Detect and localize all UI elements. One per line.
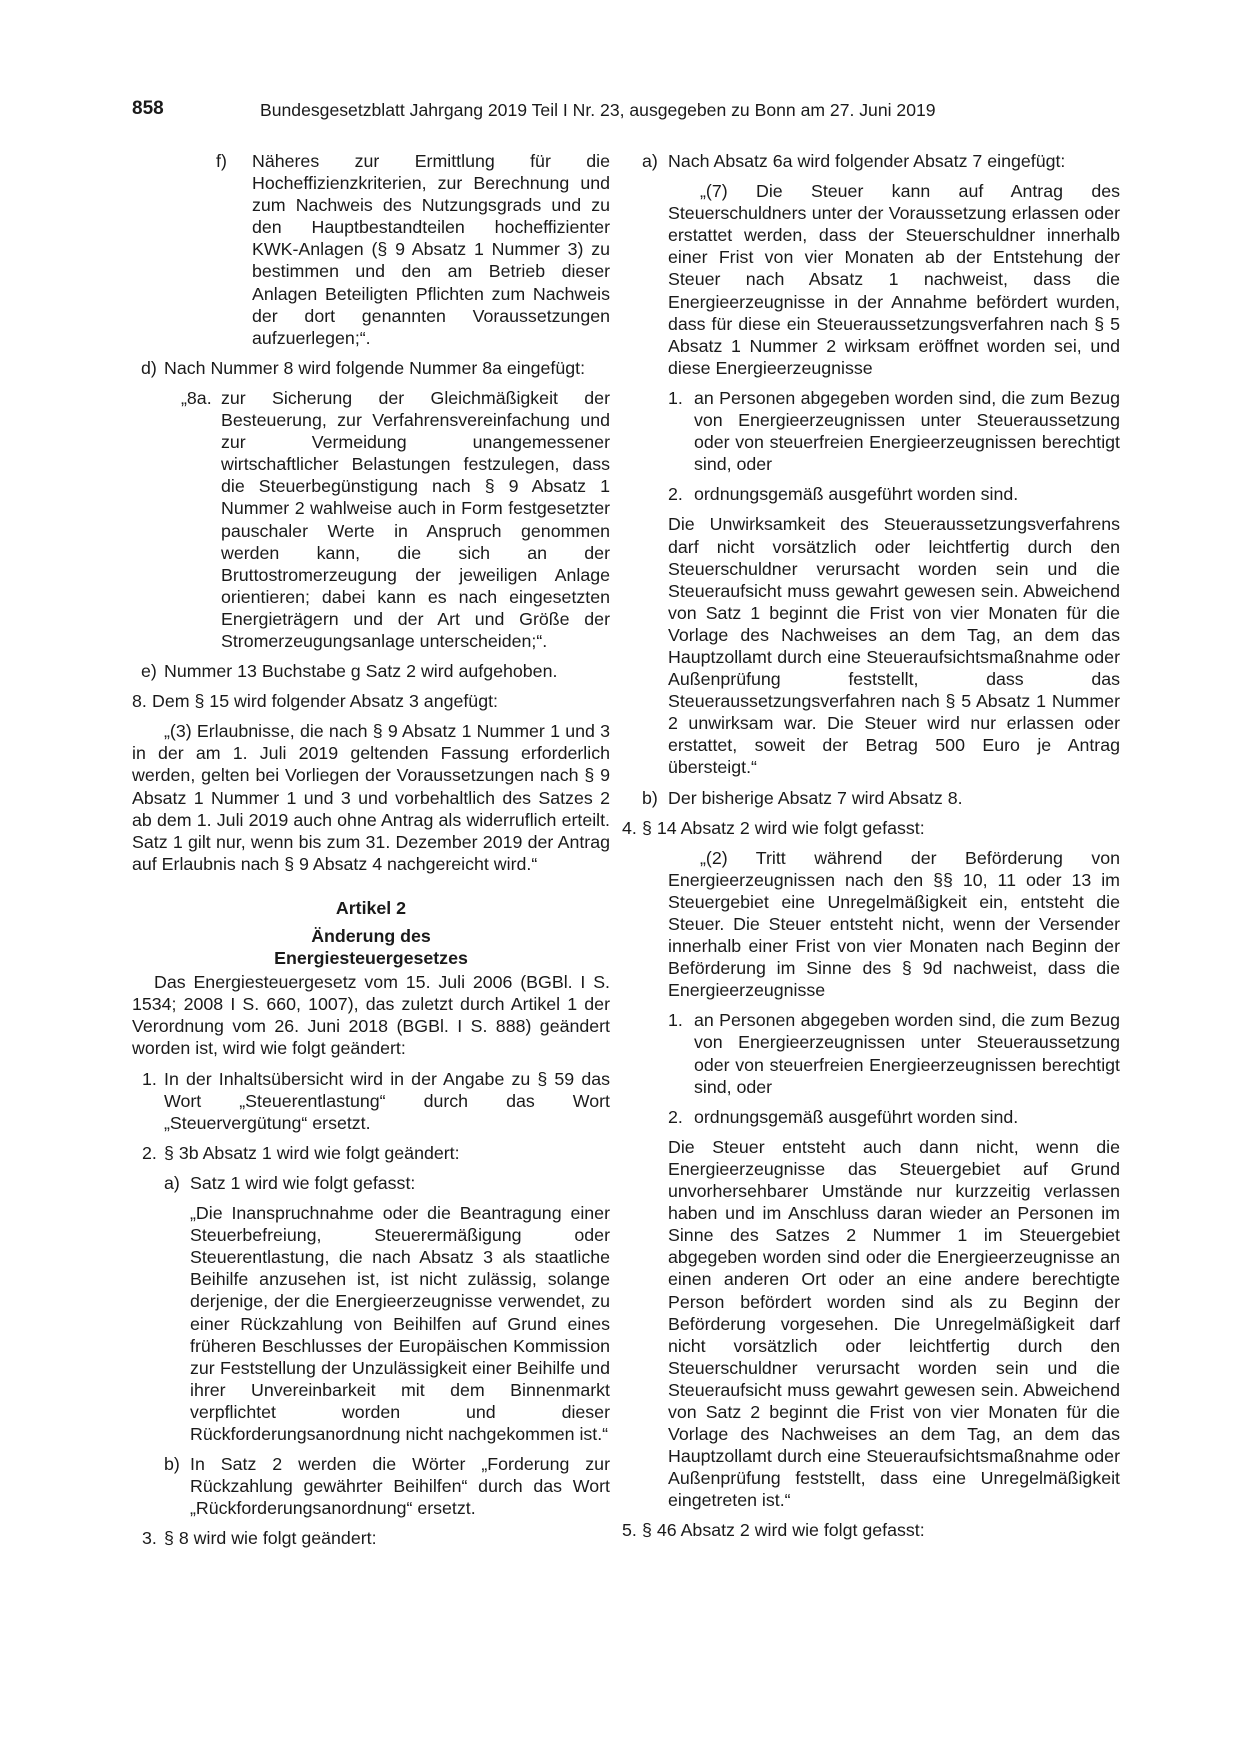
item-text: § 3b Absatz 1 wird wie folgt geändert:	[164, 1142, 460, 1163]
article-title-line-2: Energiesteuergesetzes	[274, 948, 468, 969]
item-marker: b)	[642, 787, 658, 808]
item-b	[642, 787, 1120, 809]
item-marker: 2.	[668, 484, 683, 505]
item-1	[132, 1068, 610, 1134]
absatz-2-quote	[642, 847, 1120, 1002]
item-text: an Personen abgegeben worden sind, die zum Bezug von Energieerzeugnissen unter Steueraussetzung oder von steuerfreien Energieerzeugnissen berechtigt sind, oder	[694, 387, 1120, 475]
item-marker: 5.	[622, 1520, 637, 1541]
item-text: In Satz 2 werden die Wörter „Forderung zur Rückzahlung gewährter Beihilfen“ durch das Wort „Rückforderungsanordnung“ ersetzt.	[190, 1454, 610, 1519]
item-text: Der bisherige Absatz 7 wird Absatz 8.	[668, 787, 963, 808]
item-marker: 2.	[142, 1142, 157, 1163]
subitem-1	[642, 1009, 1120, 1097]
item-marker: 1.	[668, 1010, 683, 1031]
article-intro	[132, 971, 610, 1059]
item-text: Dem § 15 wird folgender Absatz 3 angefügt:	[152, 691, 498, 712]
item-5	[622, 1519, 1120, 1541]
item-marker: a)	[642, 151, 658, 171]
item-8	[132, 690, 610, 712]
item-text: § 14 Absatz 2 wird wie folgt gefasst:	[642, 817, 925, 838]
item-4	[622, 817, 1120, 839]
item-marker: d)	[141, 357, 157, 378]
subitem-1	[642, 387, 1120, 475]
item-marker: 1.	[668, 387, 683, 408]
item-text: ordnungsgemäß ausgeführt worden sind.	[694, 1106, 1019, 1127]
satz-1-quote	[132, 1202, 610, 1445]
item-marker: 3.	[142, 1528, 157, 1549]
item-f	[132, 150, 610, 349]
item-text: zur Sicherung der Gleichmäßigkeit der Besteuerung, zur Verfahrensvereinfachung und zur Vermeidung unangemessener wirtschaftlicher Belastungen festzulegen, dass die Steuerbegünstigung nach § 9 Absatz 1 Nummer 2 wahlweise auch in Form festgesetzter pauschaler Werte in Anspruch genommen werden kann, die sich an der Bruttostromerzeugung der jeweiligen Anlage orientieren; dabei kann es nach eingesetzten Energieträgern und der Art und Größe der Stromerzeugungsanlage unterscheiden;“.	[221, 387, 610, 651]
item-d	[132, 357, 610, 379]
item-text: Nummer 13 Buchstabe g Satz 2 wird aufgehoben.	[164, 661, 558, 682]
item-text: Nach Nummer 8 wird folgende Nummer 8a eingefügt:	[164, 357, 586, 378]
item-marker: 1.	[142, 1068, 157, 1089]
item-text: ordnungsgemäß ausgeführt worden sind.	[694, 484, 1019, 505]
subitem-2	[642, 483, 1120, 505]
quote-text: „(7) Die Steuer kann auf Antrag des Steuerschuldners unter der Voraussetzung erlassen oder erstattet werden, dass der Steuerschuldner innerhalb einer Frist von vier Monaten ab der Entstehung der Steuer nach Absatz 1 nachweist, dass die Energieerzeugnisse in der Annahme befördert wurden, dass für diese ein Steueraussetzungsverfahren nach § 5 Absatz 1 Nummer 2 wirksam eröffnet worden sei, und diese Energieerzeugnisse	[668, 181, 1120, 378]
absatz-3-quote	[132, 720, 610, 875]
article-title: Änderung des	[311, 926, 431, 946]
item-3	[132, 1527, 610, 1549]
item-text: an Personen abgegeben worden sind, die zum Bezug von Energieerzeugnissen unter Steueraussetzung oder von steuerfreien Energieerzeugnissen berechtigt sind, oder	[694, 1010, 1120, 1097]
item-a	[642, 150, 1120, 172]
item-text: § 46 Absatz 2 wird wie folgt gefasst:	[642, 1520, 925, 1541]
absatz-7-quote	[642, 180, 1120, 379]
item-2	[132, 1142, 610, 1164]
item-marker: b)	[164, 1454, 180, 1475]
item-marker: 4.	[622, 817, 637, 838]
absatz-2-continuation	[642, 1136, 1120, 1512]
page-number: 858	[132, 98, 164, 119]
item-text: Näheres zur Ermittlung für die Hocheffizienzkriterien, zur Berechnung und zum Nachweis des Nutzungsgrads und zu den Hauptbestandteilen hocheffizienter KWK-Anlagen (§ 9 Absatz 1 Nummer 3) zu bestimmen und den am Betrieb dieser Anlagen Beteiligten Pflichten zum Nachweis der dort genannten Voraussetzungen aufzuerlegen;“.	[252, 151, 610, 348]
intro-text: Das Energiesteuergesetz vom 15. Juli 2006 (BGBl. I S. 1534; 2008 I S. 660, 1007), das zuletzt durch Artikel 1 der Verordnung vom 26. Juni 2018 (BGBl. I S. 888) geändert worden ist, wird wie folgt geändert:	[132, 972, 610, 1059]
item-marker: e)	[141, 661, 157, 682]
item-marker: a)	[164, 1172, 180, 1193]
quote-text: Die Unwirksamkeit des Steueraussetzungsverfahrens darf nicht vorsätzlich oder leichtfertig durch den Steuerschuldner verursacht worden sein und die Steueraufsicht muss gewahrt gewesen sein. Abweichend von Satz 1 beginnt die Frist von vier Monaten für die Vorlage des Nachweises an dem Tag, an dem das Hauptzollamt durch eine Steueraufsichtsmaßnahme oder Außenprüfung feststellt, dass das Steueraussetzungsverfahren nach § 5 Absatz 1 Nummer 2 unwirksam war. Die Steuer wird nur erlassen oder erstattet, soweit der Betrag 500 Euro je Antrag übersteigt.“	[668, 514, 1120, 778]
quote-text: Die Steuer entsteht auch dann nicht, wenn die Energieerzeugnisse das Steuergebiet auf Grund unvorhersehbarer Umstände nur kurzzeitig verlassen haben und im Anschluss daran wieder an Personen im Sinne des Satzes 2 Nummer 1 im Steuergebiet abgegeben worden sind oder die Energieerzeugnisse an einen anderen Ort oder an eine andere berechtigte Person befördert worden sind als zu Beginn der Beförderung vorgesehen. Die Unregelmäßigkeit darf nicht vorsätzlich oder leichtfertig durch den Steuerschuldner verursacht worden sein und die Steueraufsicht muss gewahrt gewesen sein. Abweichend von Satz 2 beginnt die Frist von vier Monaten für die Vorlage des Nachweises an dem Tag, an dem das Hauptzollamt durch eine Steueraufsichtsmaßnahme oder Außenprüfung feststellt, dass eine Unregelmäßigkeit eingetreten ist.“	[668, 1136, 1120, 1511]
item-marker: „8a.	[181, 387, 212, 408]
left-column	[132, 150, 610, 1549]
item-marker: f)	[216, 151, 227, 171]
page-header	[132, 98, 1120, 124]
quote-text: „(3) Erlaubnisse, die nach § 9 Absatz 1 Nummer 1 und 3 in der am 1. Juli 2019 geltenden Fassung erforderlich werden, gelten bei Vorliegen der Voraussetzungen nach § 9 Absatz 1 Nummer 1 und 3 und vorbehaltlich des Satzes 2 ab dem 1. Juli 2019 auch ohne Antrag als widerruflich erteilt. Satz 1 gilt nur, wenn bis zum 31. Dezember 2019 der Antrag auf Erlaubnis nach § 9 Absatz 4 nachgereicht wird.“	[132, 721, 610, 874]
subitem-2	[642, 1106, 1120, 1128]
item-marker: 8.	[132, 691, 147, 712]
item-8a	[132, 387, 610, 652]
item-text: Nach Absatz 6a wird folgender Absatz 7 eingefügt:	[668, 151, 1066, 171]
item-2a	[132, 1172, 610, 1194]
absatz-7-continuation	[642, 513, 1120, 778]
article-heading: Artikel 2	[335, 897, 407, 918]
item-text: In der Inhaltsübersicht wird in der Angabe zu § 59 das Wort „Steuerentlastung“ durch das Wort „Steuervergütung“ ersetzt.	[164, 1068, 610, 1133]
gazette-title: Bundesgesetzblatt Jahrgang 2019 Teil I Nr. 23, ausgegeben zu Bonn am 27. Juni 2019	[260, 100, 936, 120]
item-e	[132, 660, 610, 682]
quote-text: „(2) Tritt während der Beförderung von Energieerzeugnissen nach den §§ 10, 11 oder 13 im Steuergebiet eine Unregelmäßigkeit ein, entsteht die Steuer. Die Steuer entsteht nicht, wenn der Versender innerhalb einer Frist von vier Monaten nach Beginn der Beförderung im Sinne des § 9d nachweist, dass die Energieerzeugnisse	[668, 847, 1120, 1001]
quote-text: „Die Inanspruchnahme oder die Beantragung einer Steuerbefreiung, Steuerermäßigung oder Steuerentlastung, die nach Absatz 3 als staatliche Beihilfe anzusehen ist, ist nicht zulässig, solange derjenige, der die Energieerzeugnisse verwendet, zu einer Rückzahlung von Beihilfen auf Grund eines früheren Beschlusses der Europäischen Kommission zur Feststellung der Unzulässigkeit einer Beihilfe und ihrer Unvereinbarkeit mit dem Binnenmarkt verpflichtet worden und dieser Rückforderungsanordnung nicht nachgekommen ist.“	[190, 1203, 610, 1444]
item-text: Satz 1 wird wie folgt gefasst:	[190, 1172, 416, 1193]
item-marker: 2.	[668, 1106, 683, 1127]
item-2b	[132, 1453, 610, 1519]
item-text: § 8 wird wie folgt geändert:	[164, 1528, 377, 1549]
right-column	[622, 150, 1120, 1542]
